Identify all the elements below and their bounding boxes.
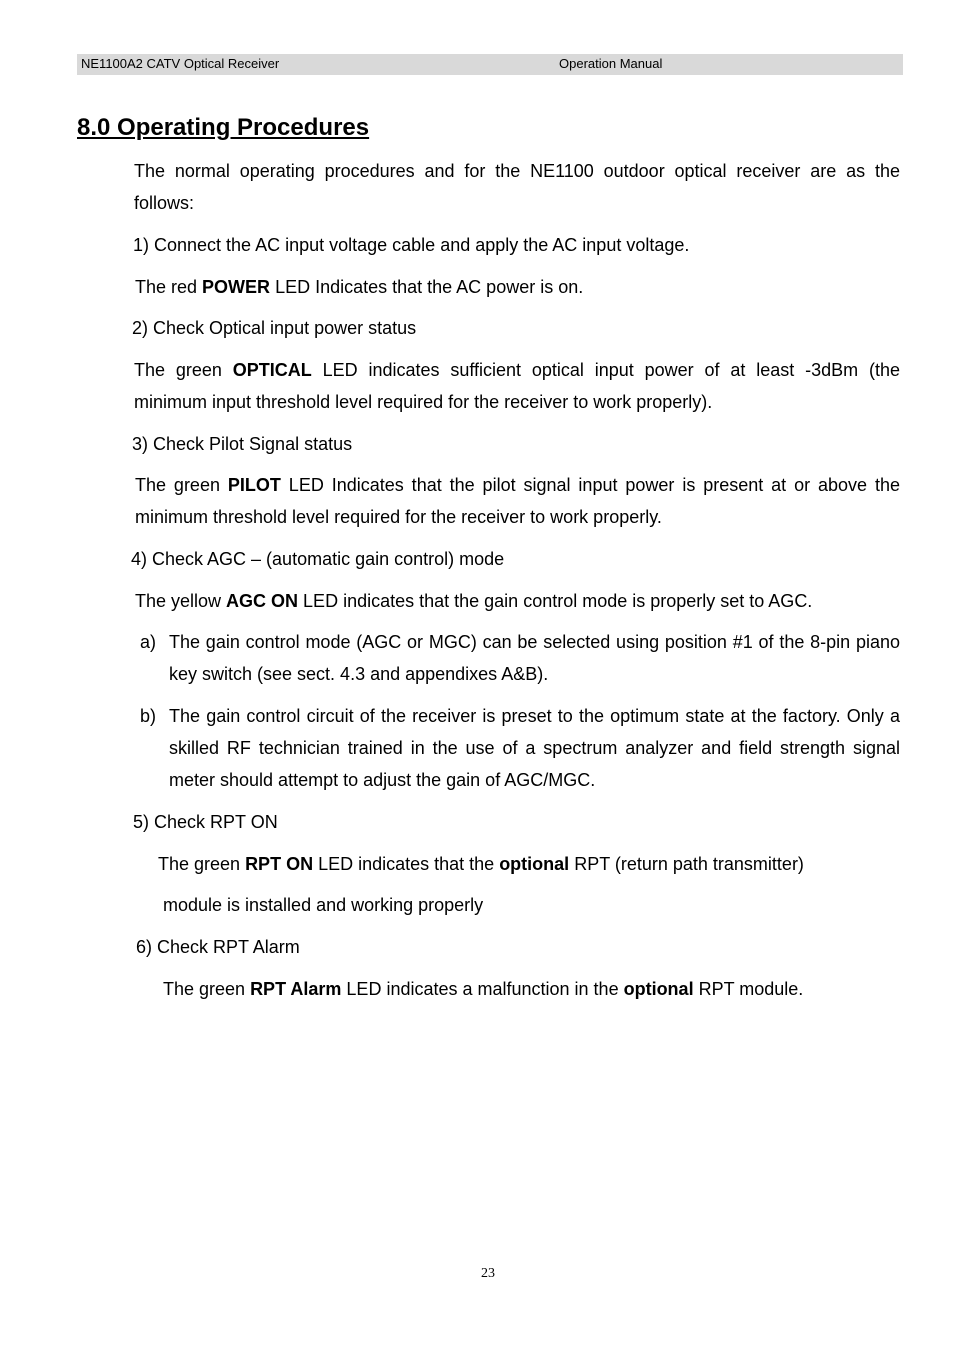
- step-2-description: The green OPTICAL LED indicates sufficient optical input power of at least -3dBm (the minimum input threshold level required for the receiver to work properly).: [134, 360, 900, 412]
- intro-paragraph: The normal operating procedures and for the NE1100 outdoor optical receiver are as the follows:: [134, 161, 900, 213]
- step-1-description: The red POWER LED Indicates that the AC power is on.: [135, 277, 584, 297]
- step-4-description: The yellow AGC ON LED indicates that the gain control mode is properly set to AGC.: [135, 591, 813, 611]
- step-6-description: The green RPT Alarm LED indicates a malfunction in the optional RPT module.: [163, 979, 804, 999]
- step-4-heading: 4) Check AGC – (automatic gain control) mode: [131, 549, 505, 569]
- step-3-heading: 3) Check Pilot Signal status: [132, 434, 353, 454]
- led-rpt-on-label: RPT ON: [245, 854, 314, 874]
- optional-label: optional: [623, 979, 694, 999]
- step-1-heading: 1) Connect the AC input voltage cable and apply the AC input voltage.: [133, 235, 690, 255]
- led-power-label: POWER: [202, 277, 271, 297]
- page-number: 23: [481, 1266, 495, 1281]
- led-optical-label: OPTICAL: [232, 360, 312, 380]
- led-pilot-label: PILOT: [227, 475, 281, 495]
- page-header: [77, 54, 903, 75]
- step-5-description-continued: module is installed and working properly: [163, 895, 484, 915]
- header-document-title: NE1100A2 CATV Optical Receiver: [81, 56, 280, 71]
- header-manual-label: Operation Manual: [559, 56, 663, 71]
- list-item-a-text: The gain control mode (AGC or MGC) can be selected using position #1 of the 8-pin piano key switch (see sect. 4.3 and appendixes A&B).: [169, 632, 900, 684]
- list-item-a-marker: a): [140, 632, 157, 652]
- step-5-description: The green RPT ON LED indicates that the optional RPT (return path transmitter): [158, 854, 804, 874]
- step-2-heading: 2) Check Optical input power status: [132, 318, 417, 338]
- step-3-description: The green PILOT LED Indicates that the pilot signal input power is present at or above the minimum threshold level required for the receiver to work properly.: [135, 475, 900, 527]
- section-title: 8.0 Operating Procedures: [77, 114, 370, 141]
- step-6-heading: 6) Check RPT Alarm: [136, 937, 300, 957]
- optional-label: optional: [499, 854, 570, 874]
- step-5-heading: 5) Check RPT ON: [133, 812, 278, 832]
- list-item-b-marker: b): [140, 706, 157, 726]
- led-agc-label: AGC ON: [226, 591, 299, 611]
- led-rpt-alarm-label: RPT Alarm: [250, 979, 342, 999]
- list-item-b-text: The gain control circuit of the receiver is preset to the optimum state at the factory. Only a skilled RF technician trained in the use of a spectrum analyzer and field strength signal meter should attempt to adjust the gain of AGC/MGC.: [169, 706, 900, 790]
